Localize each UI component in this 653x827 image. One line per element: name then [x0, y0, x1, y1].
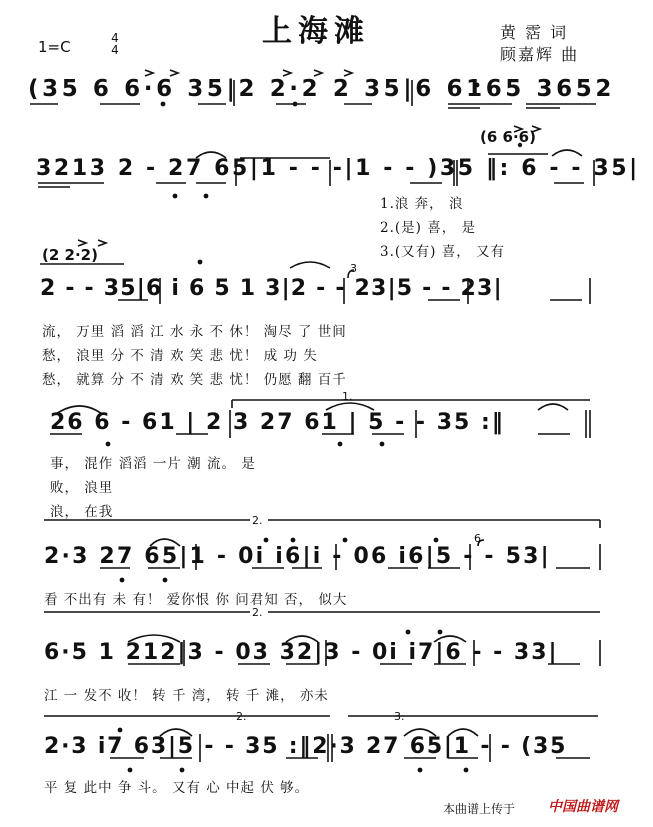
lyric-row-4-verse-1: 事， 混作 滔滔 一片 潮 流。 是 — [50, 456, 256, 472]
breath-marker-row-5: 6 — [474, 532, 481, 545]
volta-row-6: 2. — [252, 606, 263, 619]
lyric-row-2-verse-2: 2.(是) 喜， 是 — [380, 220, 476, 236]
lyric-row-7: 平 复 此中 争 斗。 又有 心 中起 伏 够。 — [44, 780, 310, 796]
notation-row-6: 6·5 1 212|3 - 03 32|3 - 0i i7|6 - - 33| — [44, 640, 559, 665]
time-signature-top: 4 — [111, 31, 119, 45]
upload-notice: 本曲谱上传于 — [443, 802, 516, 816]
lyric-row-3-verse-1: 流， 万里 滔 滔 江 水 永 不 休！ 淘尽 了 世间 — [42, 324, 347, 340]
volta-row-7-second: 2. — [236, 710, 247, 723]
composer-credit: 顾嘉辉 曲 — [500, 45, 580, 64]
lyric-row-2-verse-1: 1.浪 奔， 浪 — [380, 196, 464, 212]
breath-marker-row-3: 3 — [350, 262, 357, 275]
lyric-row-3-verse-2: 愁， 浪里 分 不 清 欢 笑 悲 忧！ 成 功 失 — [42, 348, 318, 364]
time-signature — [110, 32, 120, 56]
notation-row-4: 26 6 - 61 | 2 3 27 61 | 5 - - 35 :‖ — [50, 410, 505, 435]
lyric-row-3-verse-3: 愁， 就算 分 不 清 欢 笑 悲 忧！ 仍愿 翻 百千 — [42, 372, 347, 388]
volta-row-7-third: 3. — [394, 710, 405, 723]
site-logo[interactable]: 中国曲谱网 — [548, 799, 618, 815]
pickup-row-3: (2 2·2) — [42, 246, 98, 264]
lyric-row-4-verse-2: 败， 浪里 — [50, 480, 114, 496]
key-signature: 1=C — [38, 38, 71, 56]
volta-row-4: 1. — [342, 390, 353, 403]
notation-row-5: 2·3 27 65|1 - 0i i6|i - 06 i6|5 - - 53| — [44, 544, 551, 569]
notation-row-7: 2·3 i7 63|5 - - 35 :‖2·3 27 65|1 - - (35 — [44, 734, 568, 759]
lyric-row-6: 江 一 发不 收！ 转 千 湾， 转 千 滩， 亦未 — [44, 688, 329, 704]
pickup-row-2: (6 6·6) — [480, 128, 536, 146]
lyricist-credit: 黄 霑 词 — [500, 23, 569, 42]
lyric-row-5: 看 不出有 未 有！ 爱你恨 你 问君知 否， 似大 — [44, 592, 348, 608]
lyric-row-4-verse-3: 浪， 在我 — [50, 504, 114, 520]
page-title: 上海滩 — [262, 14, 370, 49]
time-signature-bottom: 4 — [111, 43, 119, 57]
notation-row-3: 2 - - 35|6 i 6 5 1 3|2 - - 23|5 - - 23| — [40, 276, 503, 301]
notation-row-2: 3213 2 - 27 65|1 - - -|1 - - )35 ‖: 6 - - 35| — [36, 156, 640, 181]
volta-row-5: 2. — [252, 514, 263, 527]
lyric-row-2-verse-3: 3.(又有) 喜， 又有 — [380, 244, 505, 260]
notation-row-1: (35 6 6·6 35|2 2·2 2 35|6 6165 3652 — [28, 76, 615, 102]
